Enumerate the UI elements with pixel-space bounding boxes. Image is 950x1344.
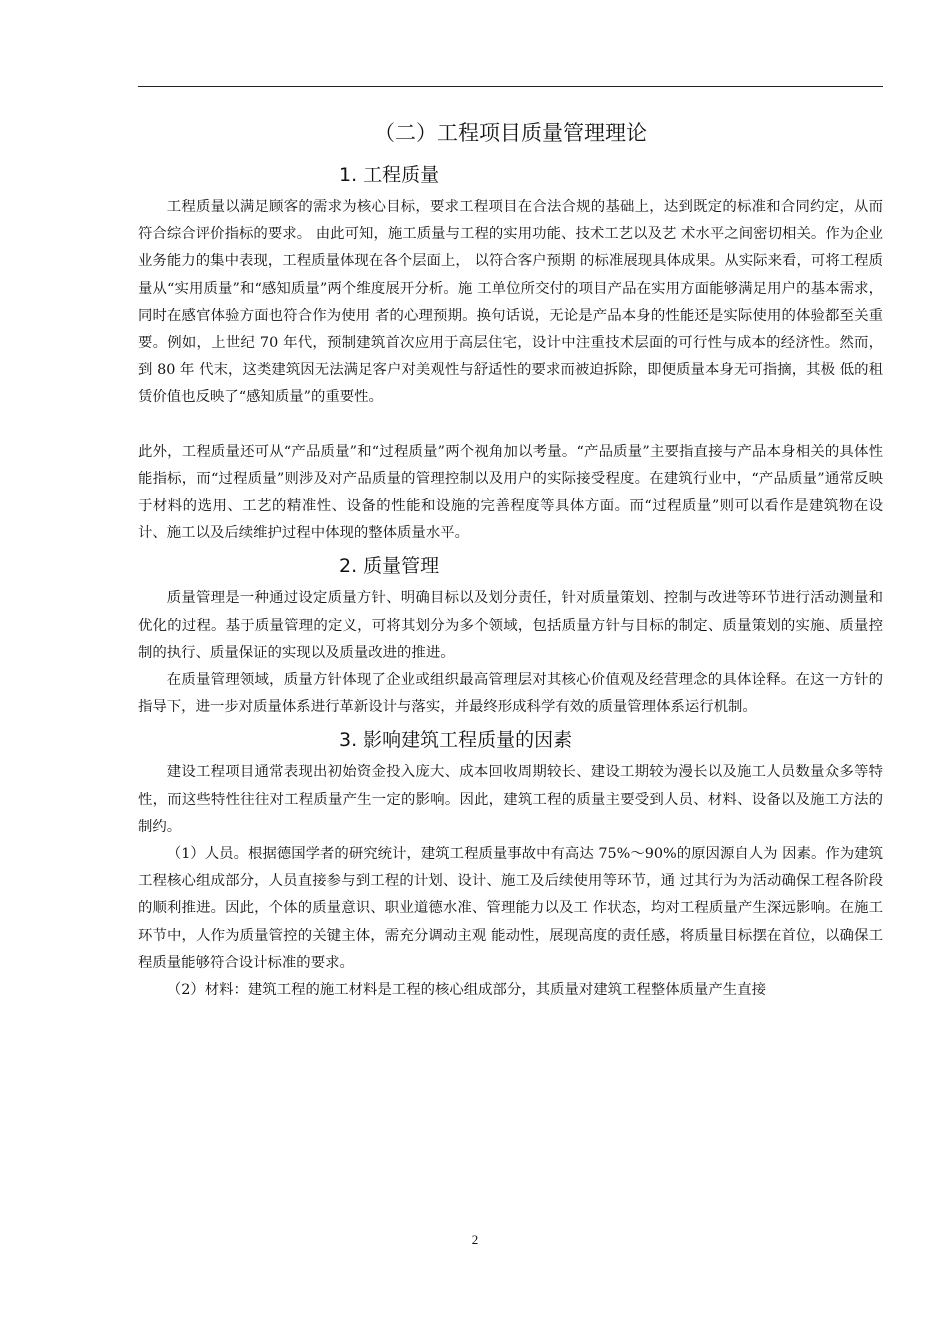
header-rule <box>138 86 883 87</box>
section-title: （二）工程项目质量管理理论 <box>374 121 647 145</box>
paragraph-factors-1: 建设工程项目通常表现出初始资金投入庞大、成本回收周期较长、建设工期较为漫长以及施工人员数量众多等特性，而这些特性往往对工程质量产生一定的影响。因此，建筑工程的质量主要受到人员、材料、设备以及施工方法的制约。 <box>138 764 883 835</box>
paragraph-factors-personnel: （1）人员。根据德国学者的研究统计，建筑工程质量事故中有高达 75%～90%的原因源自人为 因素。作为建筑工程核心组成部分，人员直接参与到工程的计划、设计、施工及后续使用等环节，通 过其行为为活动确保工程各阶段的顺利推进。因此，个体的质量意识、职业道德水准、管理能力以及工 作状态，均对工程质量产生深远影响。在施工环节中，人作为质量管控的关键主体，需充分调动主观 能动性，展现高度的责任感，将质量目标摆在首位，以确保工程质量能够符合设计标准的要求。 <box>138 846 883 971</box>
paragraph-quality-management-1: 质量管理是一种通过设定质量方针、明确目标以及划分责任，针对质量策划、控制与改进等环节进行活动测量和优化的过程。基于质量管理的定义，可将其划分为多个领域，包括质量方针与目标的制定、质量策划的实施、质量控制的执行、质量保证的实现以及质量改进的推进。 <box>138 590 883 661</box>
subsection-heading-1: 1. 工程质量 <box>339 164 440 186</box>
page-body <box>138 118 883 1004</box>
subsection-heading-2: 2. 质量管理 <box>339 555 440 578</box>
paragraph-engineering-quality-2: 此外，工程质量还可从“产品质量”和“过程质量”两个视角加以考量。“产品质量”主要指直接与产品本身相关的具体性能指标，而“过程质量”则涉及对产品质量的管理控制以及用户的实际接受程度。在建筑行业中，“产品质量”通常反映于材料的选用、工艺的精准性、设备的性能和设施的完善程度等具体方面。而“过程质量”则可以看作是建筑物在设计、施工以及后续维护过程中体现的整体质量水平。 <box>138 443 883 542</box>
paragraph-engineering-quality-1: 工程质量以满足顾客的需求为核心目标，要求工程项目在合法合规的基础上，达到既定的标准和合同约定，从而符合综合评价指标的要求。 由此可知，施工质量与工程的实用功能、技术工艺以及艺 术水平之间密切相关。作为企业业务能力的集中表现，工程质量体现在各个层面上， 以符合客户预期 的标准展现具体成果。从实际来看，可将工程质量从“实用质量”和“感知质量”两个维度展开分析。施 工单位所交付的项目产品在实用方面能够满足用户的基本需求，同时在感官体验方面也符合作为使用 者的心理预期。换句话说，无论是产品本身的性能还是实际使用的体验都至关重要。例如，上世纪 70 年代，预制建筑首次应用于高层住宅，设计中注重技术层面的可行性与成本的经济性。然而，到 80 年 代末，这类建筑因无法满足客户对美观性与舒适性的要求而被迫拆除，即便质量本身无可指摘，其极 低的租赁价值也反映了“感知质量”的重要性。 <box>138 199 883 406</box>
paragraph-quality-management-2: 在质量管理领域，质量方针体现了企业或组织最高管理层对其核心价值观及经营理念的具体诠释。在这一方针的指导下，进一步对质量体系进行革新设计与落实，并最终形成科学有效的质量管理体系运行机制。 <box>138 672 883 716</box>
paragraph-factors-materials: （2）材料：建筑工程的施工材料是工程的核心组成部分，其质量对建筑工程整体质量产生直接 <box>166 982 766 999</box>
subsection-heading-3: 3. 影响建筑工程质量的因素 <box>339 729 573 752</box>
page-number: 2 <box>471 1232 479 1247</box>
